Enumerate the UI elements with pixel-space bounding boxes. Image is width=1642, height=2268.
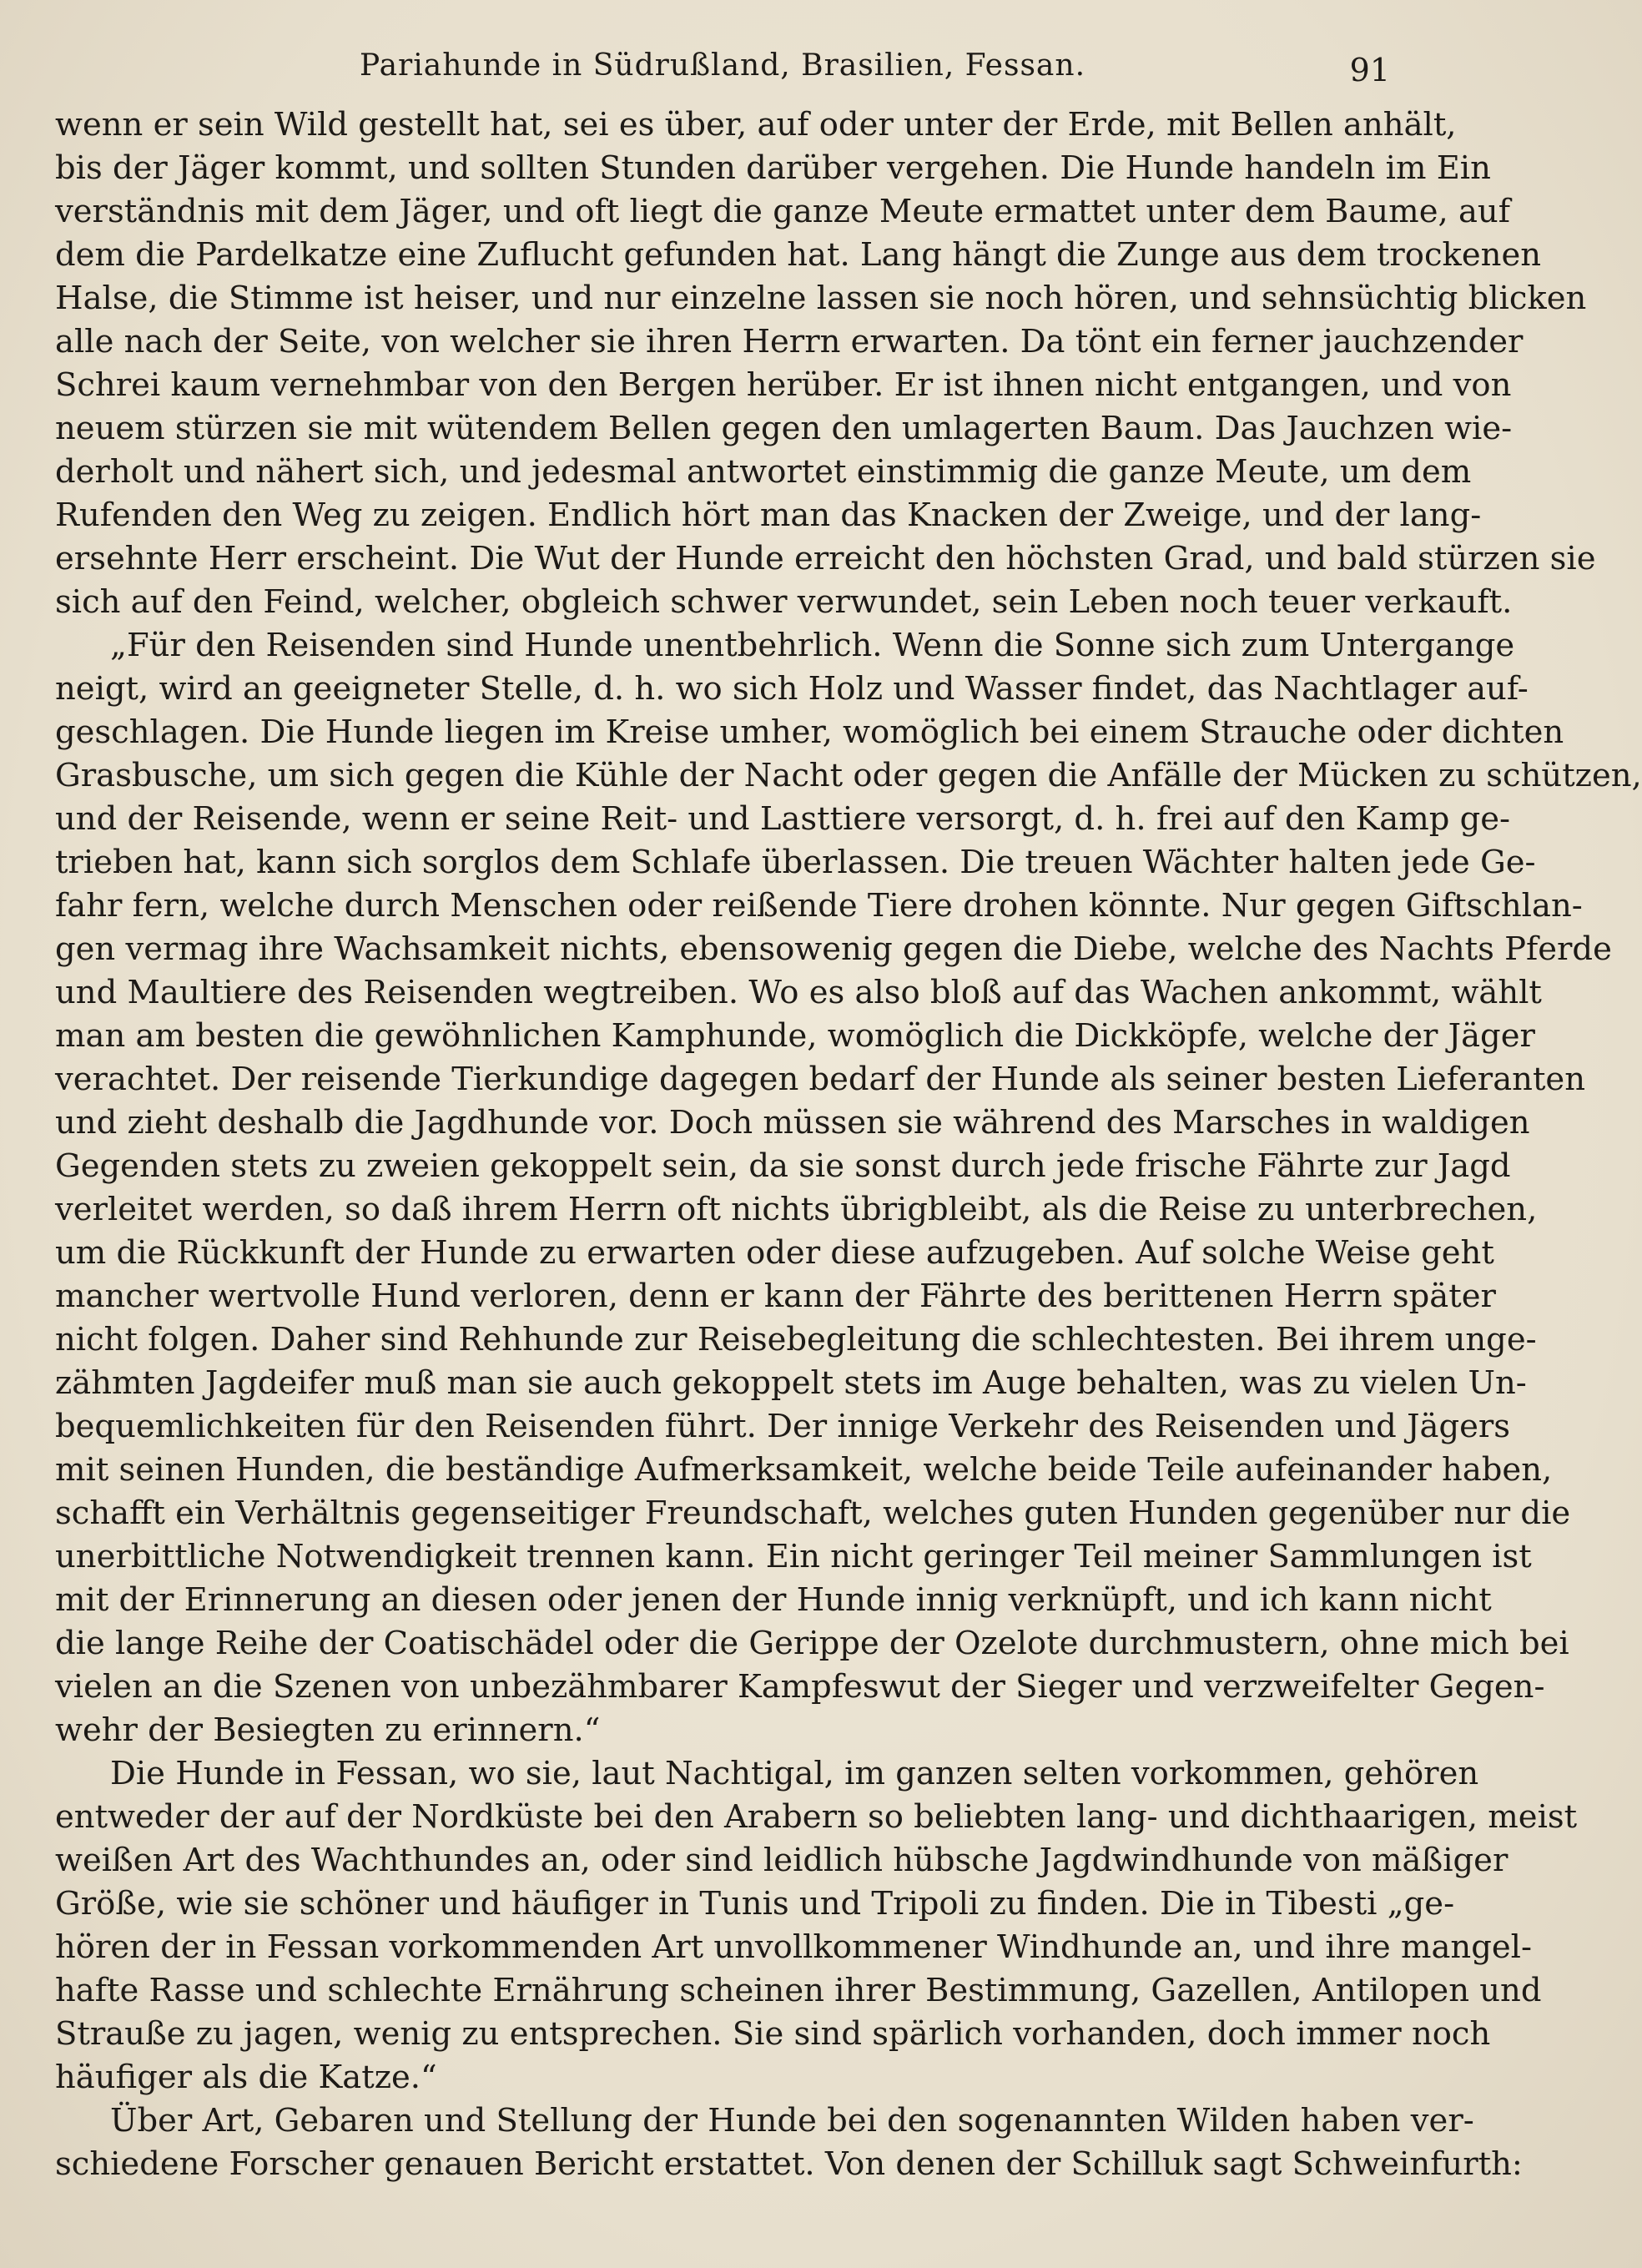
text-line: „Für den Reisenden sind Hunde unentbehrlich. Wenn die Sonne sich zum Untergange (110, 627, 1515, 664)
text-line: mit der Erinnerung an diesen oder jenen der Hunde innig verknüpft, und ich kann nicht (55, 1581, 1492, 1619)
text-line: mancher wertvolle Hund verloren, denn er kann der Fährte des berittenen Herrn später (55, 1278, 1496, 1315)
text-line: nicht folgen. Daher sind Rehhunde zur Reisebegleitung die schlechtesten. Bei ihrem unge- (55, 1321, 1537, 1358)
text-line: verständnis mit dem Jäger, und oft liegt die ganze Meute ermattet unter dem Baume, auf (55, 193, 1510, 230)
paragraph-hunting-dogs (55, 103, 1596, 624)
text-line: unerbittliche Notwendigkeit trennen kann. Ein nicht geringer Teil meiner Sammlungen ist (55, 1538, 1532, 1575)
page-number: 91 (1349, 52, 1390, 88)
text-line: Halse, die Stimme ist heiser, und nur einzelne lassen sie noch hören, und sehnsüchtig blicken (55, 280, 1587, 317)
text-line: dem die Pardelkatze eine Zuflucht gefunden hat. Lang hängt die Zunge aus dem trockenen (55, 236, 1542, 274)
text-line: die lange Reihe der Coatischädel oder die Gerippe der Ozelote durchmustern, ohne mich bei (55, 1625, 1569, 1662)
page-header (55, 42, 1390, 92)
text-line: Grasbusche, um sich gegen die Kühle der Nacht oder gegen die Anfälle der Mücken zu schützen, (55, 757, 1642, 794)
body-text (55, 103, 1642, 2186)
text-line: verachtet. Der reisende Tierkundige dagegen bedarf der Hunde als seiner besten Lieferanten (55, 1061, 1586, 1098)
text-line: neuem stürzen sie mit wütendem Bellen gegen den umlagerten Baum. Das Jauchzen wie- (55, 410, 1513, 447)
text-line: fahr fern, welche durch Menschen oder reißende Tiere drohen könnte. Nur gegen Giftschlan- (55, 887, 1583, 925)
text-line: wenn er sein Wild gestellt hat, sei es über, auf oder unter der Erde, mit Bellen anhält, (55, 106, 1457, 144)
text-line: hafte Rasse und schlechte Ernährung scheinen ihrer Bestimmung, Gazellen, Antilopen und (55, 1972, 1542, 2009)
text-line: Rufenden den Weg zu zeigen. Endlich hört man das Knacken der Zweige, und der lang- (55, 496, 1482, 534)
text-line: um die Rückkunft der Hunde zu erwarten oder diese aufzugeben. Auf solche Weise geht (55, 1234, 1494, 1272)
text-line: mit seinen Hunden, die beständige Aufmerksamkeit, welche beide Teile aufeinander haben, (55, 1451, 1553, 1489)
text-line: schafft ein Verhältnis gegenseitiger Freundschaft, welches guten Hunden gegenüber nur die (55, 1494, 1571, 1532)
text-line: alle nach der Seite, von welcher sie ihren Herrn erwarten. Da tönt ein ferner jauchzender (55, 323, 1524, 360)
text-line: wehr der Besiegten zu erinnern.“ (55, 1711, 601, 1749)
text-line: Gegenden stets zu zweien gekoppelt sein, da sie sonst durch jede frische Fährte zur Jagd (55, 1147, 1511, 1185)
text-line: bis der Jäger kommt, und sollten Stunden darüber vergehen. Die Hunde handeln im Ein (55, 149, 1491, 187)
text-line: hören der in Fessan vorkommenden Art unvollkommener Windhunde an, und ihre mangel- (55, 1928, 1532, 1966)
text-line: schiedene Forscher genauen Bericht erstattet. Von denen der Schilluk sagt Schweinfurth: (55, 2145, 1523, 2183)
text-line: Strauße zu jagen, wenig zu entsprechen. Sie sind spärlich vorhanden, doch immer noch (55, 2015, 1491, 2053)
text-line: derholt und nähert sich, und jedesmal antwortet einstimmig die ganze Meute, um dem (55, 453, 1472, 491)
text-line: Über Art, Gebaren und Stellung der Hunde bei den sogenannten Wilden haben ver- (110, 2102, 1474, 2139)
text-line: ersehnte Herr erscheint. Die Wut der Hunde erreicht den höchsten Grad, und bald stürzen sie (55, 540, 1596, 577)
text-line: Schrei kaum vernehmbar von den Bergen herüber. Er ist ihnen nicht entgangen, und von (55, 366, 1512, 404)
text-line: verleitet werden, so daß ihrem Herrn oft nichts übrigbleibt, als die Reise zu unterbrechen, (55, 1191, 1538, 1228)
text-line: und Maultiere des Reisenden wegtreiben. Wo es also bloß auf das Wachen ankommt, wählt (55, 974, 1542, 1011)
text-line: zähmten Jagdeifer muß man sie auch gekoppelt stets im Auge behalten, was zu vielen Un- (55, 1364, 1527, 1402)
text-line: vielen an die Szenen von unbezähmbarer Kampfeswut der Sieger und verzweifelter Gegen- (55, 1668, 1545, 1706)
text-line: und der Reisende, wenn er seine Reit- und Lasttiere versorgt, d. h. frei auf den Kamp ge- (55, 800, 1511, 838)
text-line: und zieht deshalb die Jagdhunde vor. Doch müssen sie während des Marsches in waldigen (55, 1104, 1530, 1142)
paragraph-travel-dogs (55, 624, 1642, 1752)
text-line: entweder der auf der Nordküste bei den Arabern so beliebten lang- und dichthaarigen, meist (55, 1798, 1578, 1836)
text-line: man am besten die gewöhnlichen Kamphunde, womöglich die Dickköpfe, welche der Jäger (55, 1017, 1535, 1055)
text-line: geschlagen. Die Hunde liegen im Kreise umher, womöglich bei einem Strauche oder dichten (55, 713, 1564, 751)
text-line: häufiger als die Katze.“ (55, 2059, 437, 2096)
text-line: weißen Art des Wachthundes an, oder sind leidlich hübsche Jagdwindhunde von mäßiger (55, 1842, 1509, 1879)
text-line: sich auf den Feind, welcher, obgleich schwer verwundet, sein Leben noch teuer verkauft. (55, 583, 1513, 621)
text-line: neigt, wird an geeigneter Stelle, d. h. wo sich Holz und Wasser findet, das Nachtlager auf- (55, 670, 1529, 708)
text-line: trieben hat, kann sich sorglos dem Schlafe überlassen. Die treuen Wächter halten jede Ge- (55, 844, 1536, 881)
text-line: Die Hunde in Fessan, wo sie, laut Nachtigal, im ganzen selten vorkommen, gehören (110, 1755, 1479, 1792)
paragraph-wild-peoples (55, 2099, 1523, 2186)
running-head: Pariahunde in Südrußland, Brasilien, Fessan. (359, 48, 1086, 83)
text-line: gen vermag ihre Wachsamkeit nichts, ebensowenig gegen die Diebe, welche des Nachts Pferde (55, 930, 1612, 968)
text-line: Größe, wie sie schöner und häufiger in Tunis und Tripoli zu finden. Die in Tibesti „ge- (55, 1885, 1455, 1923)
paragraph-fessan-dogs (55, 1752, 1578, 2099)
text-line: bequemlichkeiten für den Reisenden führt. Der innige Verkehr des Reisenden und Jägers (55, 1408, 1511, 1445)
